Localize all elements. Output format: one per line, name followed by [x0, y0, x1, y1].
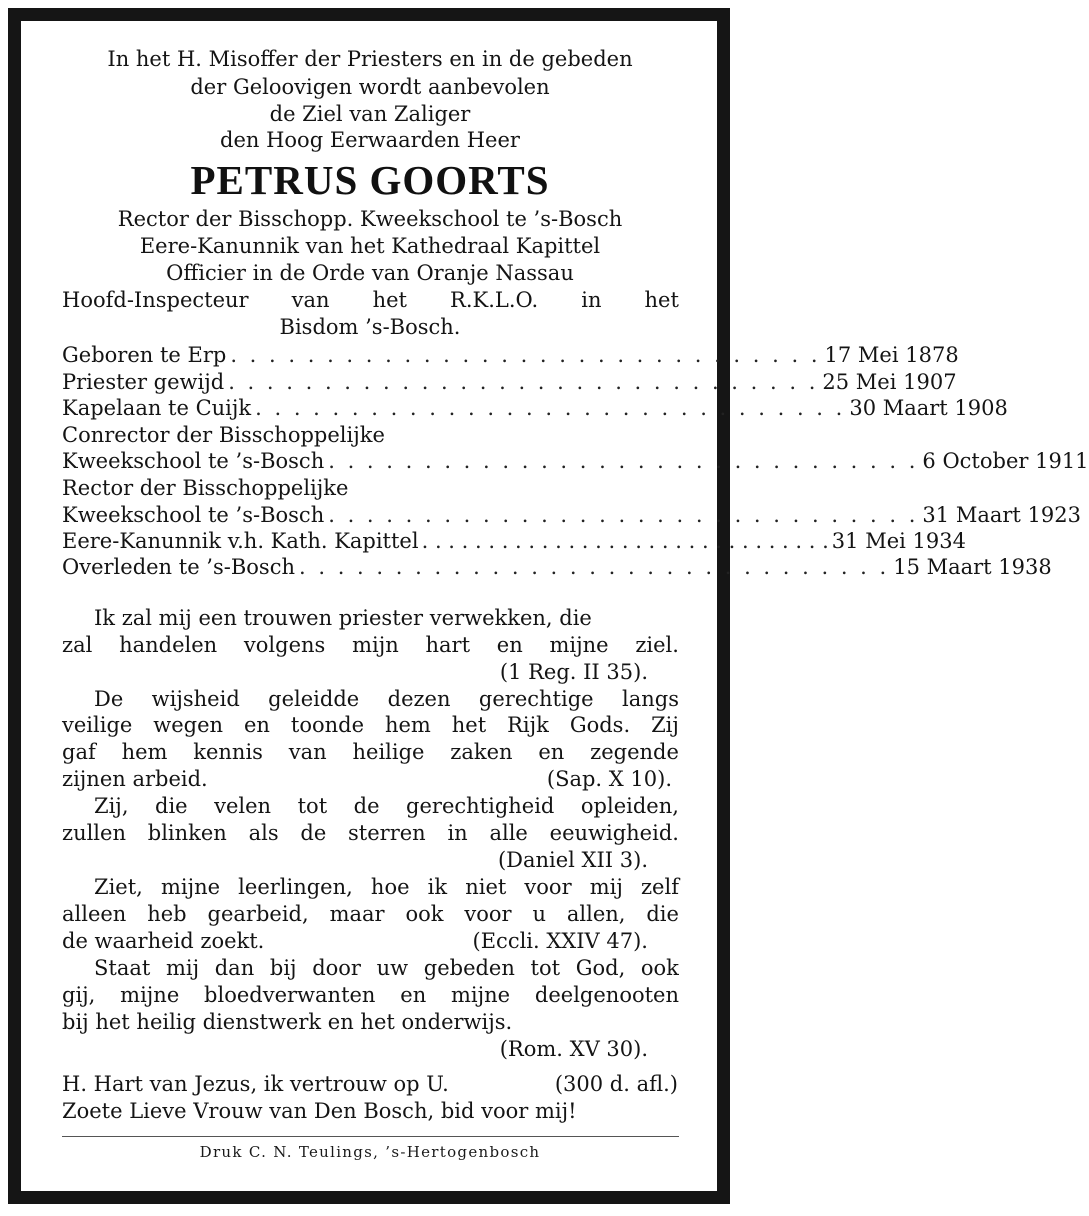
quote-2-line-3	[62, 739, 679, 765]
title-line-1: Rector der Bisschopp. Kweekschool te ’s-Bosch	[117, 207, 623, 231]
word: de	[353, 794, 380, 818]
quote-4-line-1	[94, 874, 679, 900]
word: niet	[465, 875, 507, 899]
word: De	[94, 687, 124, 711]
word: en	[244, 713, 270, 737]
word: mijne	[451, 983, 511, 1007]
word: hem	[121, 740, 168, 764]
chronology-rector-heading: Rector der Bisschoppelijke	[62, 476, 349, 500]
intro-line-4: den Hoog Eerwaarden Heer	[220, 128, 520, 152]
word: leerlingen,	[238, 875, 353, 899]
title-line-5: Bisdom ’s-Bosch.	[279, 315, 461, 339]
chronology-conrector-heading: Conrector der Bisschoppelijke	[62, 423, 385, 447]
word: wijsheid	[151, 687, 240, 711]
word: mijne	[549, 633, 609, 657]
quote-2-line-4: zijnen arbeid.	[62, 767, 208, 791]
title-line-2: Eere-Kanunnik van het Kathedraal Kapittel	[139, 234, 601, 258]
chronology-row-died	[62, 554, 1052, 580]
word: dan	[214, 956, 255, 980]
quote-3-line-2	[62, 820, 679, 846]
word: allen,	[566, 902, 626, 926]
word: zal	[62, 633, 93, 657]
word: bloedverwanten	[204, 983, 376, 1007]
word: in	[581, 288, 602, 312]
quote-1-line-2	[62, 632, 679, 658]
word: eeuwigheid.	[549, 821, 679, 845]
word: uw	[376, 956, 409, 980]
printer-credit: Druk C. N. Teulings, ’s-Hertogenbosch	[199, 1143, 541, 1161]
prayer-line-1: H. Hart van Jezus, ik vertrouw op U.	[62, 1072, 449, 1096]
word: volgens	[243, 633, 326, 657]
chronology-row-born	[62, 342, 959, 368]
leader-dots: . . . . . . . . . . . . . . . . . . . . . . . . . . . . . . .	[230, 343, 821, 367]
quote-5-line-1	[94, 955, 679, 981]
intro-line-2: der Geloovigen wordt aanbevolen	[190, 75, 550, 99]
word: en	[496, 633, 523, 657]
word: tot	[297, 794, 328, 818]
word: mijn	[352, 633, 399, 657]
word: hart	[425, 633, 471, 657]
word: die	[155, 794, 188, 818]
word: wegen	[153, 713, 224, 737]
quote-4-reference: (Eccli. XXIV 47).	[472, 929, 648, 953]
leader-dots: . . . . . . . . . . . . . . . . . . . . . . . . . . . . . . .	[299, 555, 890, 579]
leader-dots: . . . . . . . . . . . . . . . . . . . . . . . . . . . . . . .	[228, 370, 819, 394]
word: blinken	[147, 821, 227, 845]
title-line-3: Officier in de Orde van Oranje Nassau	[166, 261, 574, 285]
chronology-row-ordained	[62, 369, 957, 395]
word: ook	[405, 902, 444, 926]
word: hem	[384, 713, 431, 737]
chronology-label: Geboren te Erp	[62, 343, 227, 367]
word: Gods.	[569, 713, 631, 737]
word: mij	[165, 956, 200, 980]
title-line-4	[62, 287, 679, 313]
quote-2-reference: (Sap. X 10).	[546, 767, 672, 791]
word: velen	[214, 794, 272, 818]
quote-5-line-3: bij het heilig dienstwerk en het onderwijs.	[62, 1010, 513, 1034]
chronology-date: 17 Mei 1878	[824, 343, 959, 367]
chronology-date: 31 Maart 1923	[922, 503, 1081, 527]
intro-line-1: In het H. Misoffer der Priesters en in de gebeden	[107, 47, 633, 71]
chronology-date: 15 Maart 1938	[893, 555, 1052, 579]
word: die	[646, 902, 679, 926]
word: in	[447, 821, 468, 845]
word: gearbeid,	[207, 902, 309, 926]
footer-divider	[62, 1136, 679, 1137]
word: ook	[640, 956, 679, 980]
word: Rijk	[507, 713, 549, 737]
word: mijne	[160, 875, 221, 899]
word: ziel.	[635, 633, 679, 657]
word: maar	[329, 902, 385, 926]
word: toonde	[290, 713, 365, 737]
word: door	[312, 956, 361, 980]
chronology-label: Priester gewijd	[62, 370, 225, 394]
word: gerechtige	[478, 687, 594, 711]
word: opleiden,	[580, 794, 679, 818]
word: en	[400, 983, 427, 1007]
word: Ziet,	[94, 875, 143, 899]
word: het	[451, 713, 487, 737]
word: zaken	[450, 740, 513, 764]
chronology-label: Overleden te ’s-Bosch	[62, 555, 295, 579]
chronology-date: 30 Maart 1908	[849, 396, 1008, 420]
word: mijne	[120, 983, 180, 1007]
word: voor	[464, 902, 512, 926]
deceased-name: PETRUS GOORTS	[190, 157, 550, 203]
word: ik	[427, 875, 448, 899]
quote-1-line-1: Ik zal mij een trouwen priester verwekken, die	[94, 606, 592, 630]
word: God,	[575, 956, 626, 980]
leader-dots: . . . . . . . . . . . . . . . . . . . . . . . . . . . . . . .	[421, 529, 829, 553]
word: zelf	[640, 875, 679, 899]
word: gij,	[62, 983, 96, 1007]
word: R.K.L.O.	[450, 288, 539, 312]
word: hoe	[370, 875, 410, 899]
chronology-label: Eere-Kanunnik v.h. Kath. Kapittel	[62, 529, 419, 553]
word: voor	[524, 875, 572, 899]
chronology-date: 6 October 1911	[922, 449, 1089, 473]
word: deelgenooten	[534, 983, 679, 1007]
word: en	[538, 740, 565, 764]
prayer-line-2: Zoete Lieve Vrouw van Den Bosch, bid voor mij!	[62, 1099, 577, 1123]
chronology-label: Kweekschool te ’s-Bosch	[62, 503, 325, 527]
word: heb	[147, 902, 187, 926]
word: Zij	[651, 713, 679, 737]
word: bij	[269, 956, 297, 980]
quote-3-line-1	[94, 793, 679, 819]
word: u	[532, 902, 546, 926]
word: kennis	[193, 740, 263, 764]
word: de	[300, 821, 327, 845]
word: gaf	[62, 740, 96, 764]
chronology-label: Kweekschool te ’s-Bosch	[62, 449, 325, 473]
indulgence-note: (300 d. afl.)	[554, 1072, 678, 1096]
chronology-date: 25 Mei 1907	[822, 370, 957, 394]
chronology-row-canon	[62, 528, 966, 554]
word: dezen	[387, 687, 451, 711]
leader-dots: . . . . . . . . . . . . . . . . . . . . . . . . . . . . . . .	[255, 396, 846, 420]
chronology-row-rector	[62, 502, 1081, 528]
word: alleen	[62, 902, 127, 926]
chronology-label: Kapelaan te Cuijk	[62, 396, 252, 420]
word: van	[288, 740, 327, 764]
word: geleidde	[268, 687, 360, 711]
word: het	[644, 288, 679, 312]
word: heilige	[352, 740, 425, 764]
word: Staat	[94, 956, 151, 980]
quote-4-line-2	[62, 901, 679, 927]
word: alle	[489, 821, 528, 845]
quote-5-reference: (Rom. XV 30).	[499, 1037, 648, 1061]
word: gebeden	[423, 956, 515, 980]
word: gerechtigheid	[406, 794, 555, 818]
word: Zij,	[94, 794, 129, 818]
quote-1-reference: (1 Reg. II 35).	[499, 660, 648, 684]
quote-2-line-2	[62, 712, 679, 738]
chronology-row-conrector	[62, 448, 1089, 474]
word: sterren	[348, 821, 426, 845]
word: mij	[589, 875, 623, 899]
quote-3-reference: (Daniel XII 3).	[497, 848, 648, 872]
word: tot	[530, 956, 561, 980]
leader-dots: . . . . . . . . . . . . . . . . . . . . . . . . . . . . . . .	[328, 449, 919, 473]
quote-4-line-3: de waarheid zoekt.	[62, 929, 265, 953]
word: van	[291, 288, 330, 312]
word: handelen	[119, 633, 218, 657]
word: als	[248, 821, 279, 845]
word: langs	[621, 687, 679, 711]
word: zegende	[590, 740, 679, 764]
leader-dots: . . . . . . . . . . . . . . . . . . . . . . . . . . . . . . .	[328, 503, 919, 527]
word: het	[372, 288, 407, 312]
intro-line-3: de Ziel van Zaliger	[269, 102, 471, 126]
quote-2-line-1	[94, 686, 679, 712]
chronology-date: 31 Mei 1934	[831, 529, 966, 553]
word: veilige	[62, 713, 133, 737]
word: Hoofd-Inspecteur	[62, 288, 249, 312]
chronology-row-chaplain	[62, 395, 1008, 421]
quote-5-line-2	[62, 982, 679, 1008]
word: zullen	[62, 821, 126, 845]
